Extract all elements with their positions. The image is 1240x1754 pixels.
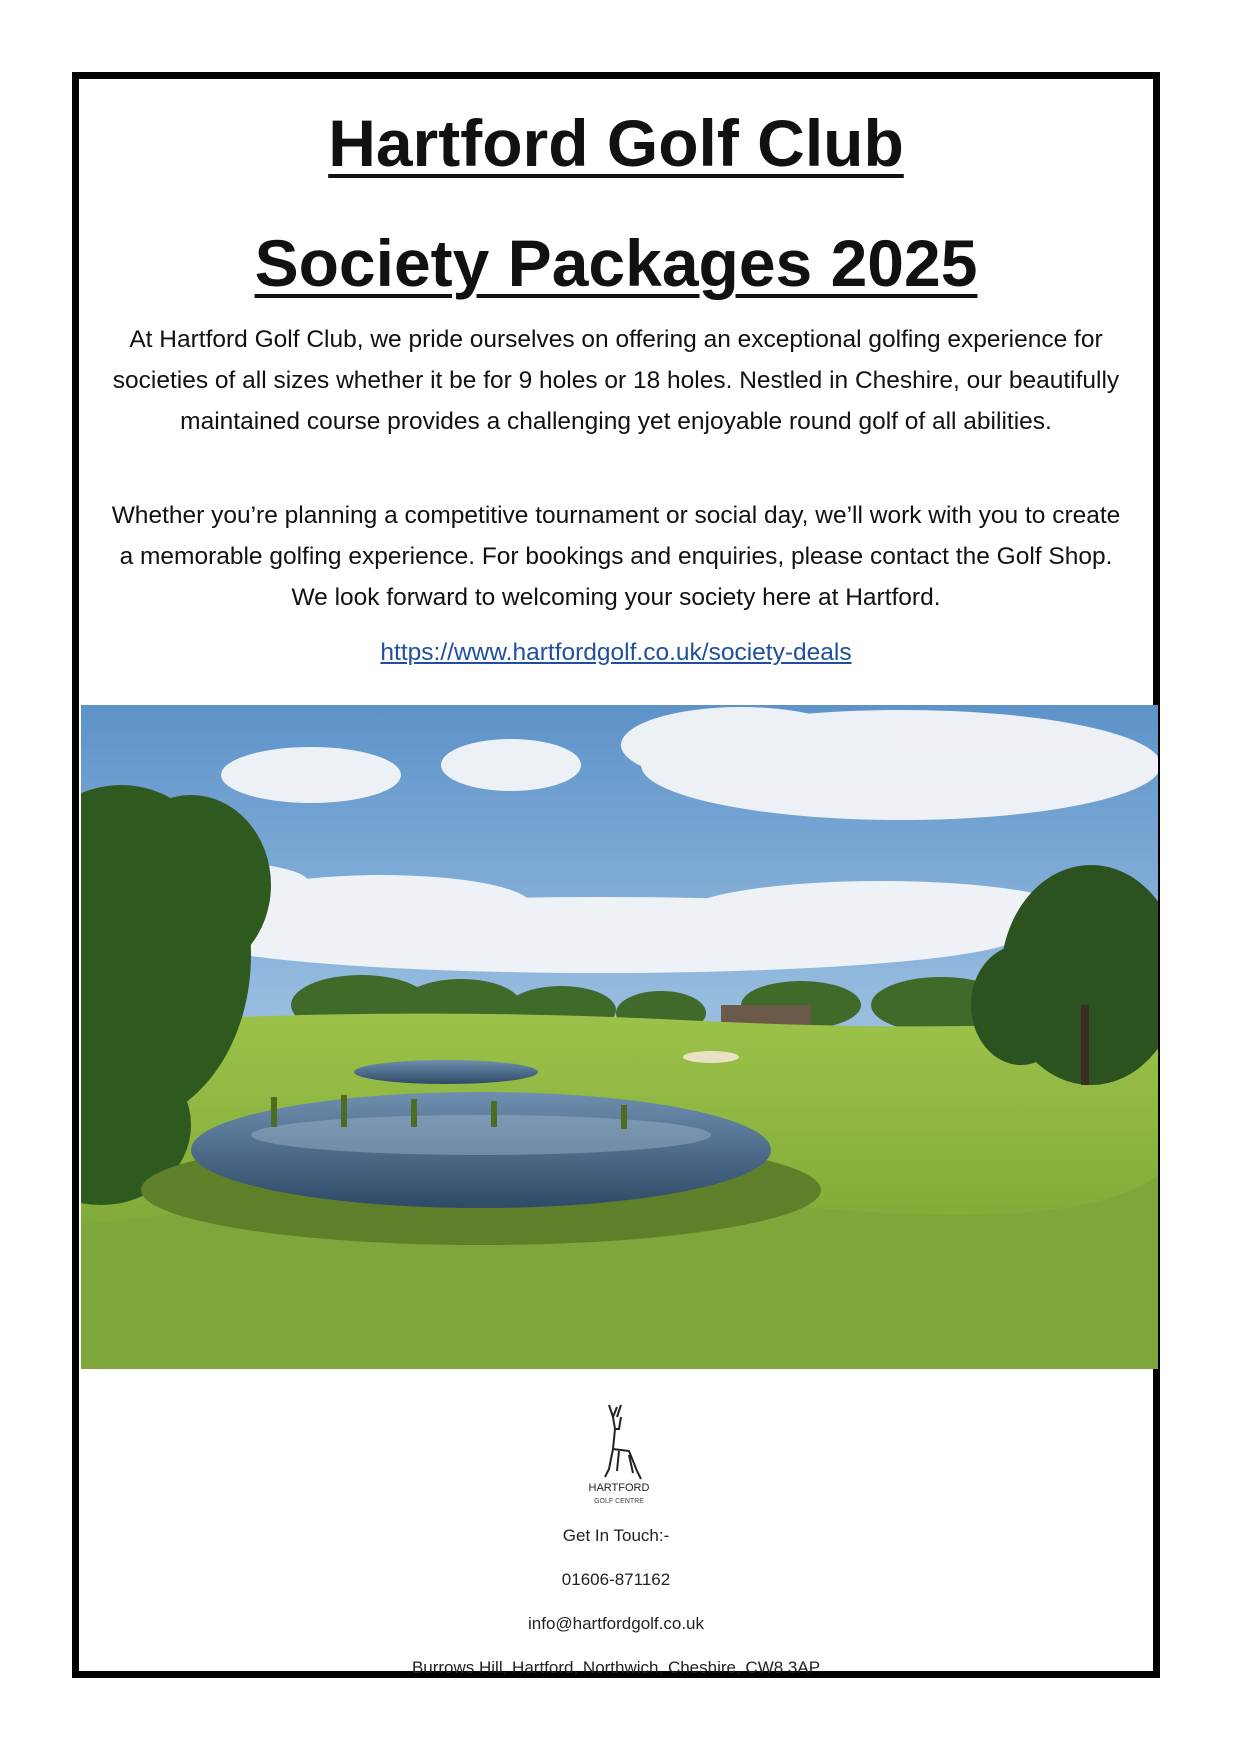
society-deals-link[interactable]: https://www.hartfordgolf.co.uk/society-deals (380, 639, 852, 666)
page-subtitle: Society Packages 2025 (254, 226, 978, 300)
contact-address: Burrows Hill, Hartford, Northwich, Cheshire, CW8 3AP (411, 1658, 821, 1677)
contact-phone[interactable]: 01606-871162 (561, 1570, 671, 1589)
stag-icon (579, 1399, 659, 1509)
contact-heading: Get In Touch:- (562, 1526, 670, 1545)
page-frame (72, 72, 1160, 1678)
booking-paragraph: Whether you’re planning a competitive tournament or social day, we’ll work with you to create a memorable golfing experience. For bookings and enquiries, please contact the Golf Shop. We look forward to welcoming your society here at Hartford. (111, 502, 1121, 611)
page-title: Hartford Golf Club (328, 106, 904, 180)
logo-text-line1: HARTFORD (588, 1482, 650, 1494)
intro-paragraph: At Hartford Golf Club, we pride ourselves on offering an exceptional golfing experience for societies of all sizes whether it be for 9 holes or 18 holes. Nestled in Cheshire, our beautifully maintained course provides a challenging yet enjoyable round golf of all abilities. (112, 326, 1120, 435)
logo-text-line2: GOLF CENTRE (594, 1498, 644, 1505)
contact-email[interactable]: info@hartfordgolf.co.uk (527, 1614, 705, 1633)
golf-course-photo (81, 705, 1158, 1369)
